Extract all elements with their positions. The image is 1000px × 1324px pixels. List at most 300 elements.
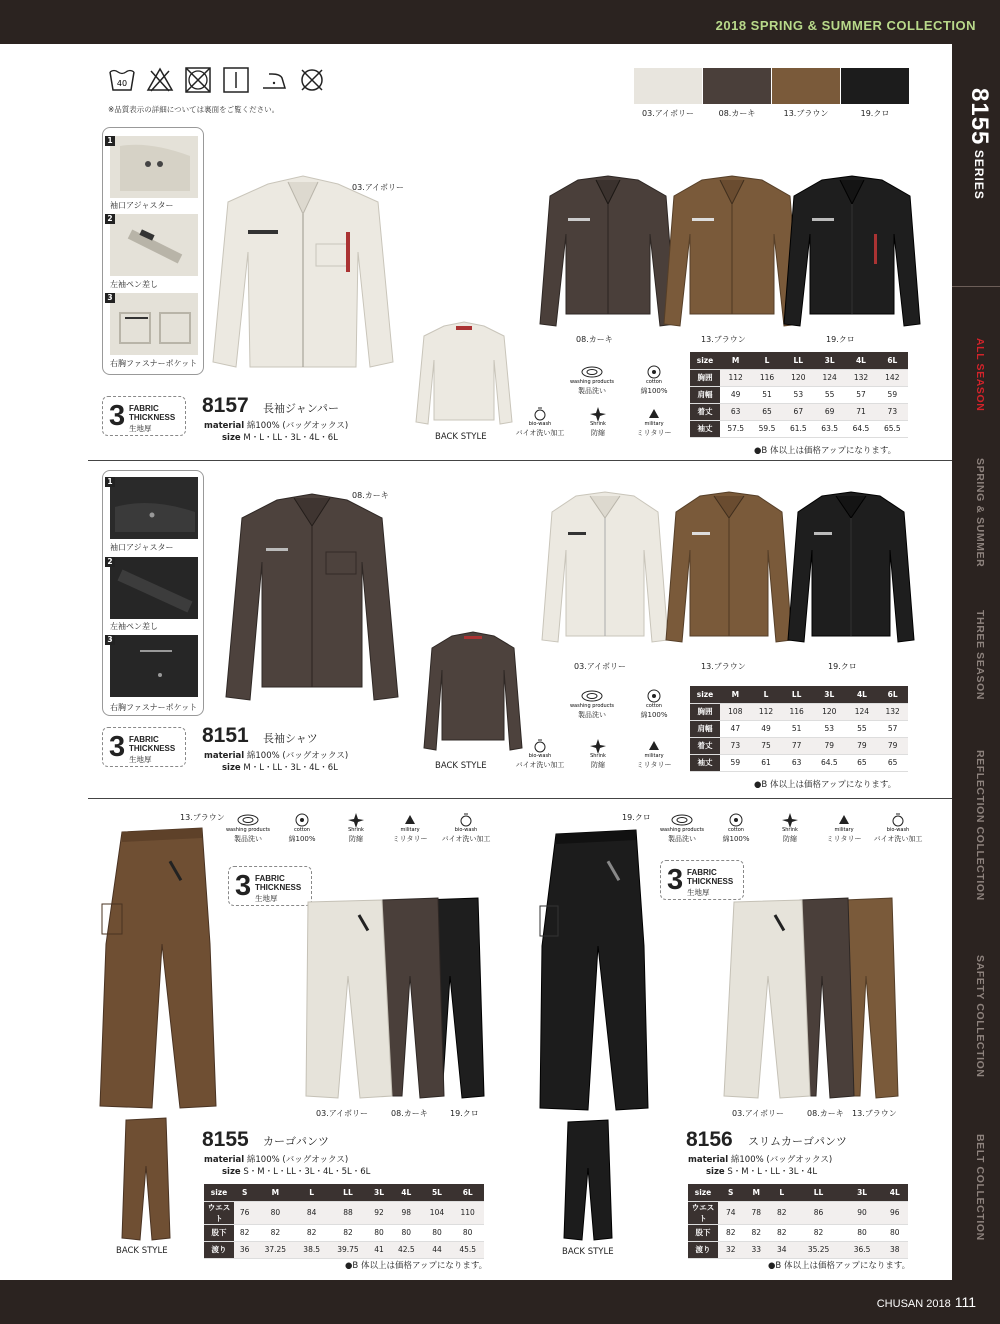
- size-cell: 59: [877, 386, 908, 403]
- svg-text:Shrink: Shrink: [782, 827, 798, 833]
- size-cell: 80: [390, 1224, 423, 1241]
- callout-caption: 袖口アジャスター: [110, 543, 174, 552]
- collection-title: 2018 SPRING & SUMMER COLLECTION: [715, 18, 976, 33]
- size-cell: 63: [781, 754, 812, 771]
- size-cell: 77: [781, 737, 812, 754]
- footer-brand: CHUSAN 2018: [876, 1298, 951, 1310]
- fabric-thickness-badge: 3 FABRIC THICKNESS 生地厚: [660, 860, 744, 900]
- size-cell: 3L: [814, 352, 845, 369]
- size-cell: M: [255, 1184, 295, 1201]
- pen-pocket-photo: [110, 557, 198, 619]
- cuff-detail-photo: [110, 477, 198, 539]
- product-number: 8156: [686, 1128, 733, 1151]
- size-cell: 80: [255, 1201, 295, 1224]
- size-cell: 6L: [877, 686, 908, 703]
- svg-text:military: military: [400, 827, 420, 833]
- bio-wash-icon: [523, 738, 557, 758]
- size-cell: M: [744, 1184, 770, 1201]
- size-cell: 110: [451, 1201, 484, 1224]
- shrink-icon: [581, 738, 615, 758]
- back-style-label: BACK STYLE: [562, 1247, 614, 1257]
- shirt-8151-back-photo: [422, 630, 524, 760]
- size-cell: 79: [877, 737, 908, 754]
- size-cell: 49: [720, 386, 751, 403]
- svg-text:military: military: [644, 421, 664, 427]
- svg-text:Shrink: Shrink: [590, 753, 606, 759]
- callout-caption: 袖口アジャスター: [110, 201, 174, 210]
- color-label: 03.アイボリー: [732, 1109, 785, 1118]
- feature-military: military ミリタリー: [630, 406, 678, 438]
- size-row-label: 袖丈: [690, 754, 720, 771]
- size-cell: 3L: [843, 1184, 882, 1201]
- size-cell: 84: [295, 1201, 328, 1224]
- feature-cotton: cotton 綿100%: [278, 812, 326, 844]
- size-cell: 53: [783, 386, 814, 403]
- swatch-black[interactable]: [841, 68, 909, 104]
- color-label: 08.カーキ: [352, 491, 389, 500]
- size-cell: 55: [814, 386, 845, 403]
- military-icon: [827, 812, 861, 832]
- size-cell: 82: [769, 1201, 795, 1224]
- size-row: [688, 1224, 908, 1241]
- size-cell: 124: [814, 369, 845, 386]
- size-row-label: size: [690, 352, 720, 369]
- size-cell: 124: [847, 703, 878, 720]
- swatch-label: 19.クロ: [860, 109, 890, 118]
- product-sizes: size M・L・LL・3L・4L・6L: [222, 433, 338, 443]
- size-cell: 57: [877, 720, 908, 737]
- size-header-row: [688, 1184, 908, 1201]
- fabric-thickness-badge: 3 FABRIC THICKNESS 生地厚: [102, 396, 186, 436]
- size-cell: 44: [423, 1241, 452, 1258]
- size-cell: 80: [843, 1224, 882, 1241]
- color-label: 19.クロ: [450, 1109, 479, 1118]
- size-cell: 67: [783, 403, 814, 420]
- sidebar-item-belt[interactable]: BELT COLLECTION: [974, 1134, 986, 1241]
- size-cell: 82: [769, 1224, 795, 1241]
- size-cell: 5L: [423, 1184, 452, 1201]
- size-cell: 65.5: [877, 420, 908, 437]
- back-style-label: BACK STYLE: [435, 432, 487, 442]
- shrink-icon: [581, 406, 615, 426]
- size-cell: M: [720, 686, 751, 703]
- size-cell: 4L: [847, 686, 878, 703]
- back-style-label: BACK STYLE: [435, 761, 487, 771]
- section-divider: [88, 460, 952, 461]
- color-label: 13.ブラウン: [852, 1109, 897, 1118]
- feature-washing: washing products 製品洗い: [568, 688, 616, 720]
- size-cell: 51: [781, 720, 812, 737]
- feature-biowash: bio-wash バイオ洗い加工: [442, 812, 490, 844]
- size-row: [204, 1241, 484, 1258]
- svg-text:cotton: cotton: [728, 827, 744, 833]
- swatch-brown[interactable]: [772, 68, 840, 104]
- size-row: [690, 420, 908, 437]
- size-row-label: 胸囲: [690, 369, 720, 386]
- size-row: [204, 1201, 484, 1224]
- size-cell: S: [234, 1184, 255, 1201]
- svg-text:bio-wash: bio-wash: [528, 421, 552, 427]
- product-number: 8151: [202, 724, 249, 747]
- feature-shrink: Shrink 防縮: [574, 406, 622, 438]
- wash-temp: 40: [116, 79, 128, 88]
- size-cell: 59: [720, 754, 751, 771]
- series-label: 8155 SERIES: [966, 88, 993, 200]
- color-label: 13.ブラウン: [701, 335, 746, 344]
- size-cell: L: [769, 1184, 795, 1201]
- price-note: ●B 体以上は価格アップになります。: [768, 1261, 911, 1271]
- swatch-label: 03.アイボリー: [641, 109, 694, 118]
- size-table-8157: [690, 352, 908, 438]
- size-row-label: 渡り: [688, 1241, 718, 1258]
- size-cell: 80: [451, 1224, 484, 1241]
- size-row: [690, 754, 908, 771]
- size-cell: 53: [812, 720, 847, 737]
- size-cell: 80: [423, 1224, 452, 1241]
- feature-cotton: cotton 綿100%: [712, 812, 760, 844]
- feature-biowash: bio-wash バイオ洗い加工: [874, 812, 922, 844]
- svg-text:Shrink: Shrink: [590, 421, 606, 427]
- color-label: 13.ブラウン: [180, 813, 225, 822]
- sidebar-item-safety[interactable]: SAFETY COLLECTION: [974, 955, 986, 1078]
- size-cell: 132: [845, 369, 876, 386]
- pants-8156-black-photo: [532, 826, 658, 1116]
- size-cell: 142: [877, 369, 908, 386]
- no-tumble-dry-icon: [184, 66, 212, 94]
- callout-caption: 左袖ペン差し: [110, 280, 158, 289]
- shirt-8151-ivory-photo: [540, 490, 670, 652]
- sidebar-divider: [952, 286, 1000, 287]
- detail-callout: 1 袖口アジャスター 2 左袖ペン差し 3 右胸ファスナーポケット: [102, 470, 204, 716]
- size-cell: 116: [751, 369, 782, 386]
- feature-cotton: cotton 綿100%: [630, 364, 678, 396]
- size-cell: 65: [877, 754, 908, 771]
- size-cell: 36.5: [843, 1241, 882, 1258]
- size-cell: L: [751, 352, 782, 369]
- pants-8155-brown-photo: [92, 824, 222, 1114]
- wash-40-icon: [108, 66, 136, 94]
- size-row: [690, 403, 908, 420]
- size-cell: 65: [847, 754, 878, 771]
- product-name: 長袖ジャンパー: [263, 402, 340, 415]
- size-cell: 98: [390, 1201, 423, 1224]
- size-row-label: size: [688, 1184, 718, 1201]
- size-cell: 82: [295, 1224, 328, 1241]
- size-cell: LL: [781, 686, 812, 703]
- size-cell: 112: [751, 703, 782, 720]
- size-cell: 86: [795, 1201, 843, 1224]
- product-sizes: size S・M・L・LL・3L・4L・5L・6L: [222, 1167, 371, 1177]
- size-cell: 6L: [877, 352, 908, 369]
- size-cell: 120: [812, 703, 847, 720]
- size-cell: 90: [843, 1201, 882, 1224]
- cuff-detail-photo: [110, 136, 198, 198]
- size-cell: 63.5: [814, 420, 845, 437]
- svg-text:bio-wash: bio-wash: [886, 827, 910, 833]
- size-cell: 65: [751, 403, 782, 420]
- sidebar-item-all-season[interactable]: ALL SEASON: [974, 338, 986, 412]
- color-label: 19.クロ: [828, 662, 857, 671]
- size-cell: 32: [718, 1241, 744, 1258]
- size-cell: 3L: [368, 1184, 390, 1201]
- size-row: [690, 703, 908, 720]
- size-cell: 74: [718, 1201, 744, 1224]
- size-cell: 35.25: [795, 1241, 843, 1258]
- size-cell: 82: [255, 1224, 295, 1241]
- size-cell: 4L: [845, 352, 876, 369]
- size-header-row: [204, 1184, 484, 1201]
- size-cell: 49: [751, 720, 782, 737]
- callout-caption: 左袖ペン差し: [110, 622, 158, 631]
- size-cell: 73: [877, 403, 908, 420]
- section-divider: [88, 798, 952, 799]
- footer-bar: [0, 1280, 1000, 1324]
- size-cell: 75: [751, 737, 782, 754]
- svg-text:cotton: cotton: [646, 703, 662, 709]
- no-dry-clean-icon: [298, 66, 326, 94]
- size-cell: 38: [882, 1241, 908, 1258]
- sidebar-item-three-season[interactable]: THREE SEASON: [974, 610, 986, 701]
- size-cell: 6L: [451, 1184, 484, 1201]
- feature-washing: washing products 製品洗い: [224, 812, 272, 844]
- feature-cotton: cotton 綿100%: [630, 688, 678, 720]
- size-cell: 120: [783, 369, 814, 386]
- size-row-label: size: [204, 1184, 234, 1201]
- size-cell: 116: [781, 703, 812, 720]
- washing-products-icon: [659, 812, 705, 833]
- size-table-8155: [204, 1184, 484, 1259]
- price-note: ●B 体以上は価格アップになります。: [754, 446, 897, 456]
- svg-text:bio-wash: bio-wash: [528, 753, 552, 759]
- size-cell: 3L: [812, 686, 847, 703]
- swatch-label: 08.カーキ: [718, 109, 756, 118]
- size-row: [690, 369, 908, 386]
- size-cell: 55: [847, 720, 878, 737]
- fabric-thickness-badge: 3 FABRIC THICKNESS 生地厚: [228, 866, 312, 906]
- product-material: material 綿100% (バッグオックス): [688, 1155, 833, 1165]
- shrink-icon: [339, 812, 373, 832]
- size-cell: 59.5: [751, 420, 782, 437]
- shirt-8151-khaki-photo: [222, 492, 402, 708]
- swatch-khaki[interactable]: [703, 68, 771, 104]
- bio-wash-icon: [523, 406, 557, 426]
- size-header-row: [690, 352, 908, 369]
- svg-text:cotton: cotton: [294, 827, 310, 833]
- care-note: ※品質表示の詳細については裏面をご覧ください。: [108, 105, 280, 114]
- size-row-label: ウエスト: [204, 1201, 234, 1224]
- feature-washing: washing products 製品洗い: [658, 812, 706, 844]
- svg-text:cotton: cotton: [646, 379, 662, 385]
- size-row-label: 股下: [204, 1224, 234, 1241]
- svg-text:Shrink: Shrink: [348, 827, 364, 833]
- color-label: 08.カーキ: [807, 1109, 844, 1118]
- size-cell: 80: [368, 1224, 390, 1241]
- product-number: 8157: [202, 394, 249, 417]
- no-bleach-icon: [146, 66, 174, 94]
- size-row: [204, 1224, 484, 1241]
- size-cell: 88: [328, 1201, 368, 1224]
- pants-8156-color-lineup-photo: [718, 896, 900, 1102]
- product-material: material 綿100% (バッグオックス): [204, 1155, 349, 1165]
- size-cell: 64.5: [812, 754, 847, 771]
- line-dry-icon: [222, 66, 250, 94]
- product-sizes: size M・L・LL・3L・4L・6L: [222, 763, 338, 773]
- size-cell: 112: [720, 369, 751, 386]
- bio-wash-icon: [881, 812, 915, 832]
- size-header-row: [690, 686, 908, 703]
- size-cell: LL: [328, 1184, 368, 1201]
- size-cell: 82: [234, 1224, 255, 1241]
- feature-military: military ミリタリー: [386, 812, 434, 844]
- product-sizes: size S・M・L・LL・3L・4L: [706, 1167, 818, 1177]
- size-cell: 51: [751, 386, 782, 403]
- size-cell: 82: [795, 1224, 843, 1241]
- page-number: 111: [954, 1294, 976, 1310]
- size-cell: 79: [847, 737, 878, 754]
- color-label: 19.クロ: [622, 813, 651, 822]
- size-cell: 39.75: [328, 1241, 368, 1258]
- feature-military: military ミリタリー: [820, 812, 868, 844]
- sidebar-item-spring-summer[interactable]: SPRING & SUMMER: [974, 458, 986, 568]
- pants-8155-back-photo: [118, 1116, 174, 1244]
- fabric-thickness-badge: 3 FABRIC THICKNESS 生地厚: [102, 727, 186, 767]
- feature-shrink: Shrink 防縮: [332, 812, 380, 844]
- pants-8156-back-photo: [560, 1118, 616, 1244]
- military-icon: [637, 738, 671, 758]
- size-row: [688, 1241, 908, 1258]
- size-cell: 34: [769, 1241, 795, 1258]
- military-icon: [393, 812, 427, 832]
- color-label: 08.カーキ: [391, 1109, 428, 1118]
- size-cell: 79: [812, 737, 847, 754]
- size-row-label: 肩幅: [690, 720, 720, 737]
- product-name: カーゴパンツ: [263, 1135, 329, 1148]
- size-cell: 33: [744, 1241, 770, 1258]
- jacket-8157-brown-photo: [662, 174, 802, 336]
- size-cell: 41: [368, 1241, 390, 1258]
- size-cell: 76: [234, 1201, 255, 1224]
- size-cell: 80: [882, 1224, 908, 1241]
- svg-text:washing products: washing products: [225, 827, 271, 833]
- color-label: 08.カーキ: [576, 335, 613, 344]
- chest-pocket-photo: [110, 635, 198, 697]
- iron-icon: [260, 66, 288, 94]
- shirt-8151-brown-photo: [664, 490, 794, 652]
- size-cell: 82: [718, 1224, 744, 1241]
- color-label: 03.アイボリー: [316, 1109, 369, 1118]
- svg-text:military: military: [834, 827, 854, 833]
- size-cell: S: [718, 1184, 744, 1201]
- callout-caption: 右胸ファスナーポケット: [110, 703, 198, 712]
- callout-caption: 右胸ファスナーポケット: [110, 359, 198, 368]
- size-cell: 4L: [882, 1184, 908, 1201]
- jacket-8157-ivory-photo: [208, 172, 398, 380]
- svg-text:bio-wash: bio-wash: [454, 827, 478, 833]
- size-row-label: 股下: [688, 1224, 718, 1241]
- size-cell: M: [720, 352, 751, 369]
- military-icon: [637, 406, 671, 426]
- cotton-icon: [719, 812, 753, 832]
- size-cell: 73: [720, 737, 751, 754]
- size-cell: 69: [814, 403, 845, 420]
- size-cell: 57.5: [720, 420, 751, 437]
- feature-washing: washing products 製品洗い: [568, 364, 616, 396]
- svg-text:military: military: [644, 753, 664, 759]
- size-cell: 64.5: [845, 420, 876, 437]
- size-row-label: 胸囲: [690, 703, 720, 720]
- size-cell: 4L: [390, 1184, 423, 1201]
- size-cell: 57: [845, 386, 876, 403]
- jacket-8157-khaki-photo: [538, 174, 678, 336]
- size-cell: 61: [751, 754, 782, 771]
- color-swatches: [634, 68, 909, 104]
- sidebar-item-reflection[interactable]: REFLECTION COLLECTION: [974, 750, 986, 901]
- size-cell: 108: [720, 703, 751, 720]
- pants-8155-color-lineup-photo: [302, 896, 488, 1102]
- size-cell: 96: [882, 1201, 908, 1224]
- size-cell: 92: [368, 1201, 390, 1224]
- product-name: 長袖シャツ: [263, 732, 318, 745]
- shrink-icon: [773, 812, 807, 832]
- feature-shrink: Shrink 防縮: [574, 738, 622, 770]
- feature-biowash: bio-wash バイオ洗い加工: [516, 406, 564, 438]
- washing-products-icon: [225, 812, 271, 833]
- back-style-label: BACK STYLE: [116, 1246, 168, 1256]
- size-cell: 132: [877, 703, 908, 720]
- size-cell: 42.5: [390, 1241, 423, 1258]
- shirt-8151-black-photo: [786, 490, 916, 652]
- price-note: ●B 体以上は価格アップになります。: [345, 1261, 488, 1271]
- pen-pocket-photo: [110, 214, 198, 276]
- size-row-label: 渡り: [204, 1241, 234, 1258]
- size-cell: 37.25: [255, 1241, 295, 1258]
- size-cell: 36: [234, 1241, 255, 1258]
- product-material: material 綿100% (バッグオックス): [204, 751, 349, 761]
- size-cell: 104: [423, 1201, 452, 1224]
- product-material: material 綿100% (バッグオックス): [204, 421, 349, 431]
- product-number: 8155: [202, 1128, 249, 1151]
- cotton-icon: [637, 364, 671, 384]
- size-cell: 82: [328, 1224, 368, 1241]
- color-label: 03.アイボリー: [352, 183, 405, 192]
- bio-wash-icon: [449, 812, 483, 832]
- color-label: 13.ブラウン: [701, 662, 746, 671]
- size-cell: 78: [744, 1201, 770, 1224]
- svg-text:washing products: washing products: [569, 379, 615, 385]
- care-icons: [108, 66, 326, 94]
- cotton-icon: [285, 812, 319, 832]
- size-cell: L: [295, 1184, 328, 1201]
- feature-military: military ミリタリー: [630, 738, 678, 770]
- size-row-label: 着丈: [690, 737, 720, 754]
- size-cell: LL: [795, 1184, 843, 1201]
- size-row-label: size: [690, 686, 720, 703]
- size-table-8156: [688, 1184, 908, 1259]
- swatch-ivory[interactable]: [634, 68, 702, 104]
- size-row: [688, 1201, 908, 1224]
- size-cell: 63: [720, 403, 751, 420]
- washing-products-icon: [569, 364, 615, 385]
- size-row-label: 袖丈: [690, 420, 720, 437]
- cotton-icon: [637, 688, 671, 708]
- size-row-label: 着丈: [690, 403, 720, 420]
- size-row-label: ウエスト: [688, 1201, 718, 1224]
- top-banner: [0, 0, 1000, 44]
- size-cell: L: [751, 686, 782, 703]
- jacket-8157-back-photo: [412, 320, 516, 430]
- color-label: 03.アイボリー: [574, 662, 627, 671]
- size-cell: 61.5: [783, 420, 814, 437]
